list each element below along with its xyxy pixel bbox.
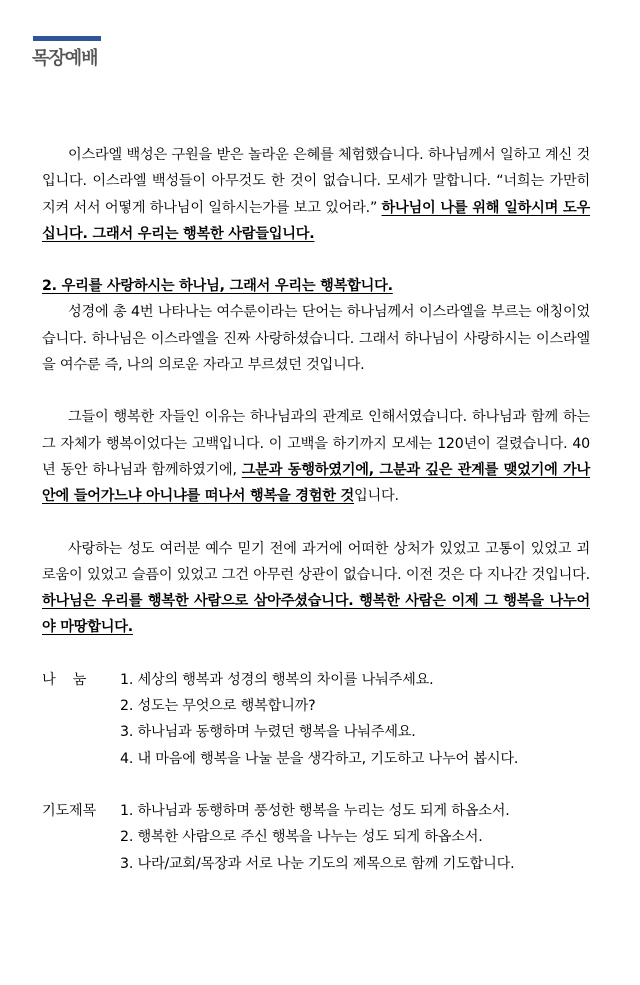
sharing-section bbox=[42, 667, 590, 772]
sharing-label: 나 눔 bbox=[42, 671, 87, 688]
section-2-title: 2. 우리를 사랑하시는 하나님, 그래서 우리는 행복합니다. bbox=[42, 278, 393, 295]
paragraph-3-emphasis: 그분과 동행하였기에, 그분과 깊은 관계를 맺었기에 가나안에 들어가느냐 아니냐를 떠나서 행복을 경험한 것 bbox=[42, 461, 591, 505]
header-accent-bar bbox=[33, 36, 101, 41]
sharing-item: 2. 성도는 무엇으로 행복합니까? bbox=[120, 698, 316, 715]
prayer-section bbox=[42, 798, 590, 877]
document-body bbox=[42, 142, 590, 877]
paragraph-1-text: 이스라엘 백성은 구원을 받은 놀라운 은혜를 체험했습니다. 하나님께서 일하고 계신 것입니다. 이스라엘 백성들이 아무것도 한 것이 없습니다. 모세가 말합니다. “너희는 가만히 지켜 서서 어떻게 하나님이 일하시는가를 보고 있어라.” bbox=[42, 147, 590, 216]
sharing-item: 1. 세상의 행복과 성경의 행복의 차이를 나눠주세요. bbox=[120, 671, 434, 688]
paragraph-3 bbox=[42, 404, 590, 509]
sharing-list bbox=[120, 667, 590, 772]
prayer-item: 2. 행복한 사람으로 주신 행복을 나누는 성도 되게 하옵소서. bbox=[120, 829, 483, 846]
sharing-item: 4. 내 마음에 행복을 나눌 분을 생각하고, 기도하고 나누어 봅시다. bbox=[120, 750, 519, 767]
section-2-heading bbox=[42, 273, 590, 299]
prayer-label: 기도제목 bbox=[42, 802, 97, 819]
paragraph-1 bbox=[42, 142, 590, 247]
paragraph-3-tail: 입니다. bbox=[354, 488, 399, 505]
paragraph-2: 성경에 총 4번 나타나는 여수룬이라는 단어는 하나님께서 이스라엘을 부르는 애칭이었습니다. 하나님은 이스라엘을 진짜 사랑하셨습니다. 그래서 하나님이 사랑하시는 이스라엘을 여수룬 즉, 나의 의로운 자라고 부르셨던 것입니다. bbox=[42, 304, 590, 374]
page-title: 목장예배 bbox=[32, 48, 98, 69]
sharing-item: 3. 하나님과 동행하며 누렸던 행복을 나눠주세요. bbox=[120, 724, 416, 741]
paragraph-4-text: 사랑하는 성도 여러분 예수 믿기 전에 과거에 어떠한 상처가 있었고 고통이 있었고 괴로움이 있었고 슬픔이 있었고 그건 아무런 상관이 없습니다. 이전 것은 다 지나간 것입니다. bbox=[42, 540, 590, 583]
paragraph-4 bbox=[42, 536, 590, 641]
paragraph-3-text: 그들이 행복한 자들인 이유는 하나님과의 관계로 인해서였습니다. 하나님과 함께 하는 그 자체가 행복이었다는 고백입니다. 이 고백을 하기까지 모세는 120년이 걸렸습니다. 40년 동안 하나님과 함께하였기에, bbox=[42, 409, 590, 478]
prayer-list bbox=[120, 798, 590, 877]
prayer-item: 1. 하나님과 동행하며 풍성한 행복을 누리는 성도 되게 하옵소서. bbox=[120, 802, 510, 819]
paragraph-1-emphasis: 하나님이 나를 위해 일하시며 도우십니다. 그래서 우리는 행복한 사람들입니다. bbox=[42, 199, 591, 242]
prayer-item: 3. 나라/교회/목장과 서로 나눈 기도의 제목으로 함께 기도합니다. bbox=[120, 855, 515, 872]
paragraph-4-emphasis: 하나님은 우리를 행복한 사람으로 삼아주셨습니다. 행복한 사람은 이제 그 행복을 나누어야 마땅합니다. bbox=[42, 593, 590, 636]
